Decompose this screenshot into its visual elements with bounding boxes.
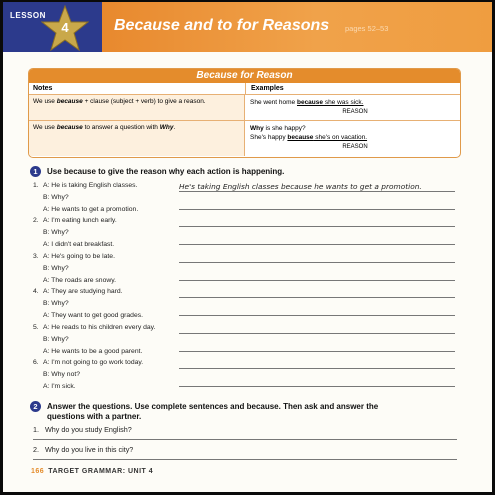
note-cell (29, 121, 245, 156)
dialogue-line: A: I'm eating lunch early. (43, 217, 117, 224)
page-title: Because and to for Reasons (114, 17, 330, 34)
item-number: 5. (33, 324, 39, 331)
question-number: 2. (33, 445, 39, 454)
example-text: is she happy? (263, 125, 306, 132)
item-number: 2. (33, 217, 39, 224)
page-number: 166 (31, 468, 45, 475)
dialogue-line: A: He wants to be a good parent. (43, 348, 143, 355)
dialogue-line: B: Why? (43, 229, 69, 236)
example-sentence (250, 133, 460, 142)
note-text: We use (33, 124, 57, 131)
note-text: We use (33, 98, 57, 105)
example-cell (245, 121, 460, 156)
example-reason-clause: she's on vacation. (313, 134, 368, 141)
worksheet-page (3, 2, 492, 492)
example-sentence (250, 124, 460, 133)
dialogue-line: A: He reads to his children every day. (43, 324, 156, 331)
answer-line[interactable] (179, 333, 455, 334)
dialogue-line: A: He is taking English classes. (43, 182, 138, 189)
example-text: She's happy (250, 134, 288, 141)
reason-tag: REASON (342, 109, 368, 115)
question-text: Why do you live in this city? (45, 445, 134, 454)
answer-line[interactable] (33, 439, 457, 440)
footer-label: TARGET GRAMMAR: UNIT 4 (48, 468, 154, 475)
dialogue-line: A: He wants to get a promotion. (43, 206, 139, 213)
lesson-badge (3, 2, 102, 52)
grammar-table (28, 68, 461, 158)
example-reason-clause: she was sick. (323, 99, 364, 106)
question-number: 1. (33, 425, 39, 434)
answer-line[interactable] (179, 191, 455, 192)
table-row (29, 121, 460, 156)
dialogue-line: A: I'm not going to go work today. (43, 359, 144, 366)
dialogue-line: B: Why? (43, 194, 69, 201)
dialogue-line: A: I didn't eat breakfast. (43, 241, 115, 248)
table-title: Because for Reason (29, 69, 460, 83)
example-answer: He's taking English classes because he wants to get a promotion. (179, 182, 422, 191)
lesson-label: LESSON (10, 11, 46, 20)
answer-line[interactable] (179, 351, 455, 352)
dialogue-line: A: He's going to be late. (43, 253, 115, 260)
answer-line[interactable] (179, 315, 455, 316)
answer-line[interactable] (179, 368, 455, 369)
item-number: 4. (33, 288, 39, 295)
dialogue-line: B: Why not? (43, 371, 81, 378)
dialogue-line: A: They want to get good grades. (43, 312, 144, 319)
lesson-number: 4 (61, 20, 69, 35)
header-notes: Notes (29, 83, 246, 94)
example-text: She went home (250, 99, 297, 106)
answer-line[interactable] (179, 262, 455, 263)
answer-line[interactable] (179, 386, 455, 387)
note-keyword: because (56, 124, 83, 131)
question-text: Why do you study English? (45, 425, 132, 434)
note-text: . (173, 124, 176, 131)
note-cell (29, 95, 245, 120)
example-keyword: because (296, 99, 324, 106)
item-number: 6. (33, 359, 39, 366)
example-keyword: because (287, 134, 314, 141)
answer-line[interactable] (179, 280, 455, 281)
dialogue-line: B: Why? (43, 336, 69, 343)
example-sentence (250, 98, 460, 107)
lesson-header (3, 2, 492, 52)
answer-line[interactable] (179, 244, 455, 245)
dialogue-line: A: The roads are snowy. (43, 277, 117, 284)
note-text: + clause (subject + verb) to give a reason. (82, 98, 206, 105)
answer-line[interactable] (179, 226, 455, 227)
reason-tag: REASON (342, 144, 368, 150)
item-number: 3. (33, 253, 39, 260)
dialogue-line: A: I'm sick. (43, 383, 76, 390)
exercise-number-badge: 2 (30, 401, 41, 412)
exercise-instruction: Answer the questions. Use complete sentences and because. Then ask and answer the (47, 402, 379, 411)
header-examples: Examples (251, 85, 284, 92)
answer-line[interactable] (33, 459, 457, 460)
example-cell (245, 95, 460, 120)
title-bar (102, 2, 492, 52)
note-text: to answer a question with (82, 124, 160, 131)
exercise-instruction: questions with a partner. (47, 412, 142, 421)
item-number: 1. (33, 182, 39, 189)
example-keyword: Why (250, 125, 264, 132)
note-keyword: because (56, 98, 83, 105)
page-reference: pages 52–53 (345, 24, 389, 33)
note-keyword: Why (159, 124, 174, 131)
answer-line[interactable] (179, 297, 455, 298)
table-row (29, 95, 460, 121)
exercise-number-badge: 1 (30, 166, 41, 177)
exercise-instruction: Use because to give the reason why each action is happening. (47, 167, 285, 176)
dialogue-line: B: Why? (43, 300, 69, 307)
answer-line[interactable] (179, 209, 455, 210)
dialogue-line: A: They are studying hard. (43, 288, 123, 295)
dialogue-line: B: Why? (43, 265, 69, 272)
page-footer (31, 468, 153, 475)
table-header-row (29, 83, 460, 95)
